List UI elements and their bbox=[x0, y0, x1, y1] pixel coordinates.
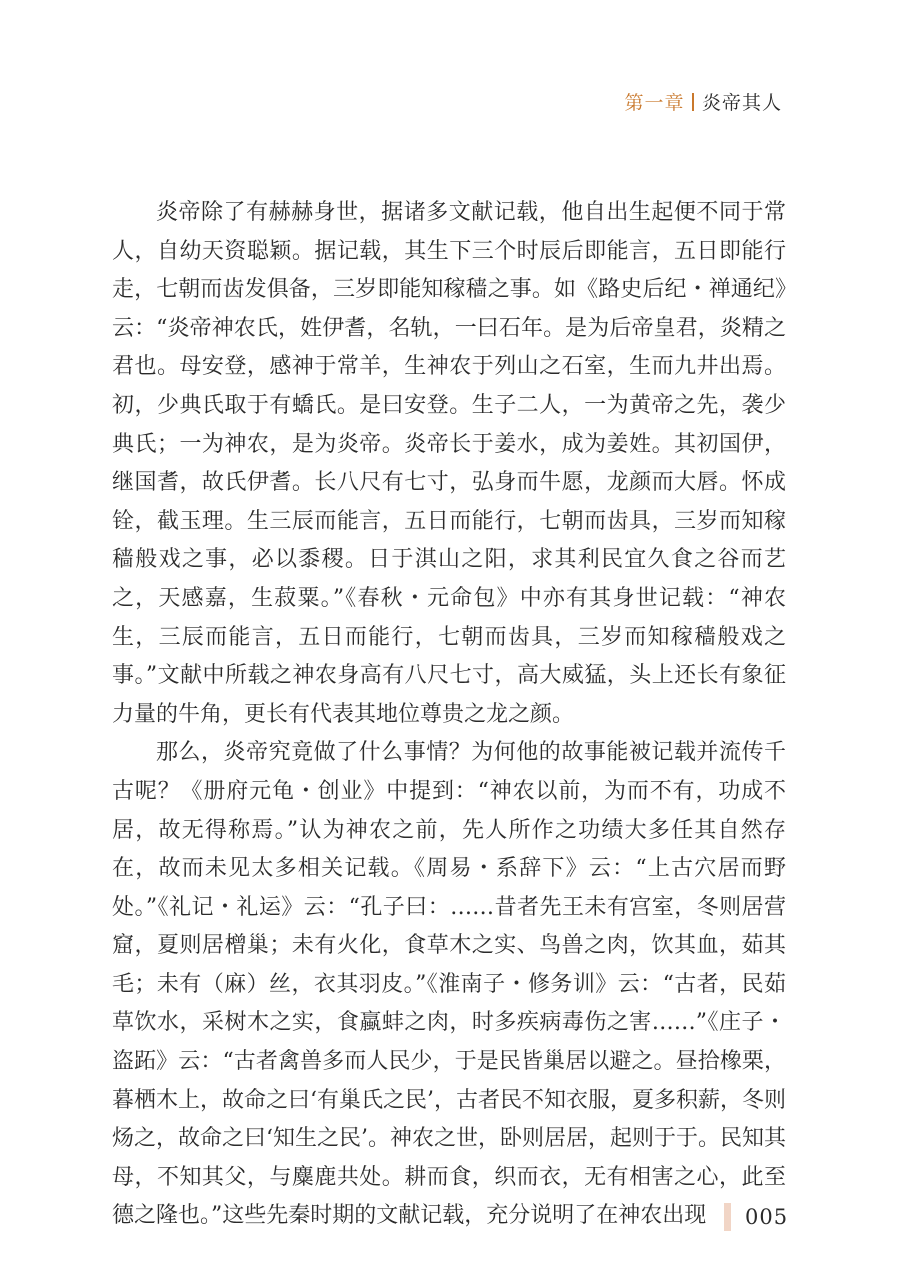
folio-bar bbox=[724, 1203, 731, 1231]
running-head-divider bbox=[692, 93, 694, 111]
page-footer bbox=[724, 1203, 788, 1231]
page-number: 005 bbox=[745, 1205, 789, 1229]
paragraph-2: 那么，炎帝究竟做了什么事情？为何他的故事能被记载并流传千古呢？《册府元龟・创业》中提到：“神农以前，为而不有，功成不居，故无得称焉。”认为神农之前，先人所作之功绩大多任其自然存在，故而未见太多相关记载。《周易・系辞下》云：“上古穴居而野处。”《礼记・礼运》云：“孔子曰：……昔者先王未有宫室，冬则居营窟，夏则居橧巢；未有火化，食草木之实、鸟兽之肉，饮其血，茹其毛；未有（麻）丝，衣其羽皮。”《淮南子・修务训》云：“古者，民茹草饮水，采树木之实，食蠃蚌之肉，时多疾病毒伤之害……”《庄子・盗跖》云：“古者禽兽多而人民少，于是民皆巢居以避之。昼拾橡栗，暮栖木上，故命之曰‘有巢氏之民’，古者民不知衣服，夏多积薪，冬则炀之，故命之曰‘知生之民’。神农之世，卧则居居，起则于于。民知其母，不知其父，与麋鹿共处。耕而食，织而衣，无有相害之心，此至德之隆也。”这些先秦时期的文献记载，充分说明了在神农出现 bbox=[112, 740, 786, 1229]
body-text bbox=[112, 194, 789, 1236]
chapter-title: 炎帝其人 bbox=[701, 92, 782, 114]
running-head bbox=[624, 88, 782, 115]
paragraph-1: 炎帝除了有赫赫身世，据诸多文献记载，他自出生起便不同于常人，自幼天资聪颖。据记载，其生下三个时辰后即能言，五日即能行走，七朝而齿发俱备，三岁即能知稼穑之事。如《路史后纪・禅通纪》云：“炎帝神农氏，姓伊耆，名轨，一曰石年。是为后帝皇君，炎精之君也。母安登，感神于常羊，生神农于列山之石室，生而九井出焉。初，少典氏取于有蟜氏。是曰安登。生子二人，一为黄帝之先，袭少典氏；一为神农，是为炎帝。炎帝长于姜水，成为姜姓。其初国伊，继国耆，故氏伊耆。长八尺有七寸，弘身而牛愿，龙颜而大唇。怀成铨，截玉理。生三辰而能言，五日而能行，七朝而齿具，三岁而知稼穑般戏之事，必以黍稷。日于淇山之阳，求其利民宜久食之谷而艺之，天感嘉，生菽粟。”《春秋・元命包》中亦有其身世记载：“神农生，三辰而能言，五日而能行，七朝而齿具，三岁而知稼穑般戏之事。”文献中所载之神农身高有八尺七寸，高大威猛，头上还长有象征力量的牛角，更长有代表其地位尊贵之龙之颜。 bbox=[112, 200, 786, 727]
chapter-label: 第一章 bbox=[624, 92, 685, 114]
